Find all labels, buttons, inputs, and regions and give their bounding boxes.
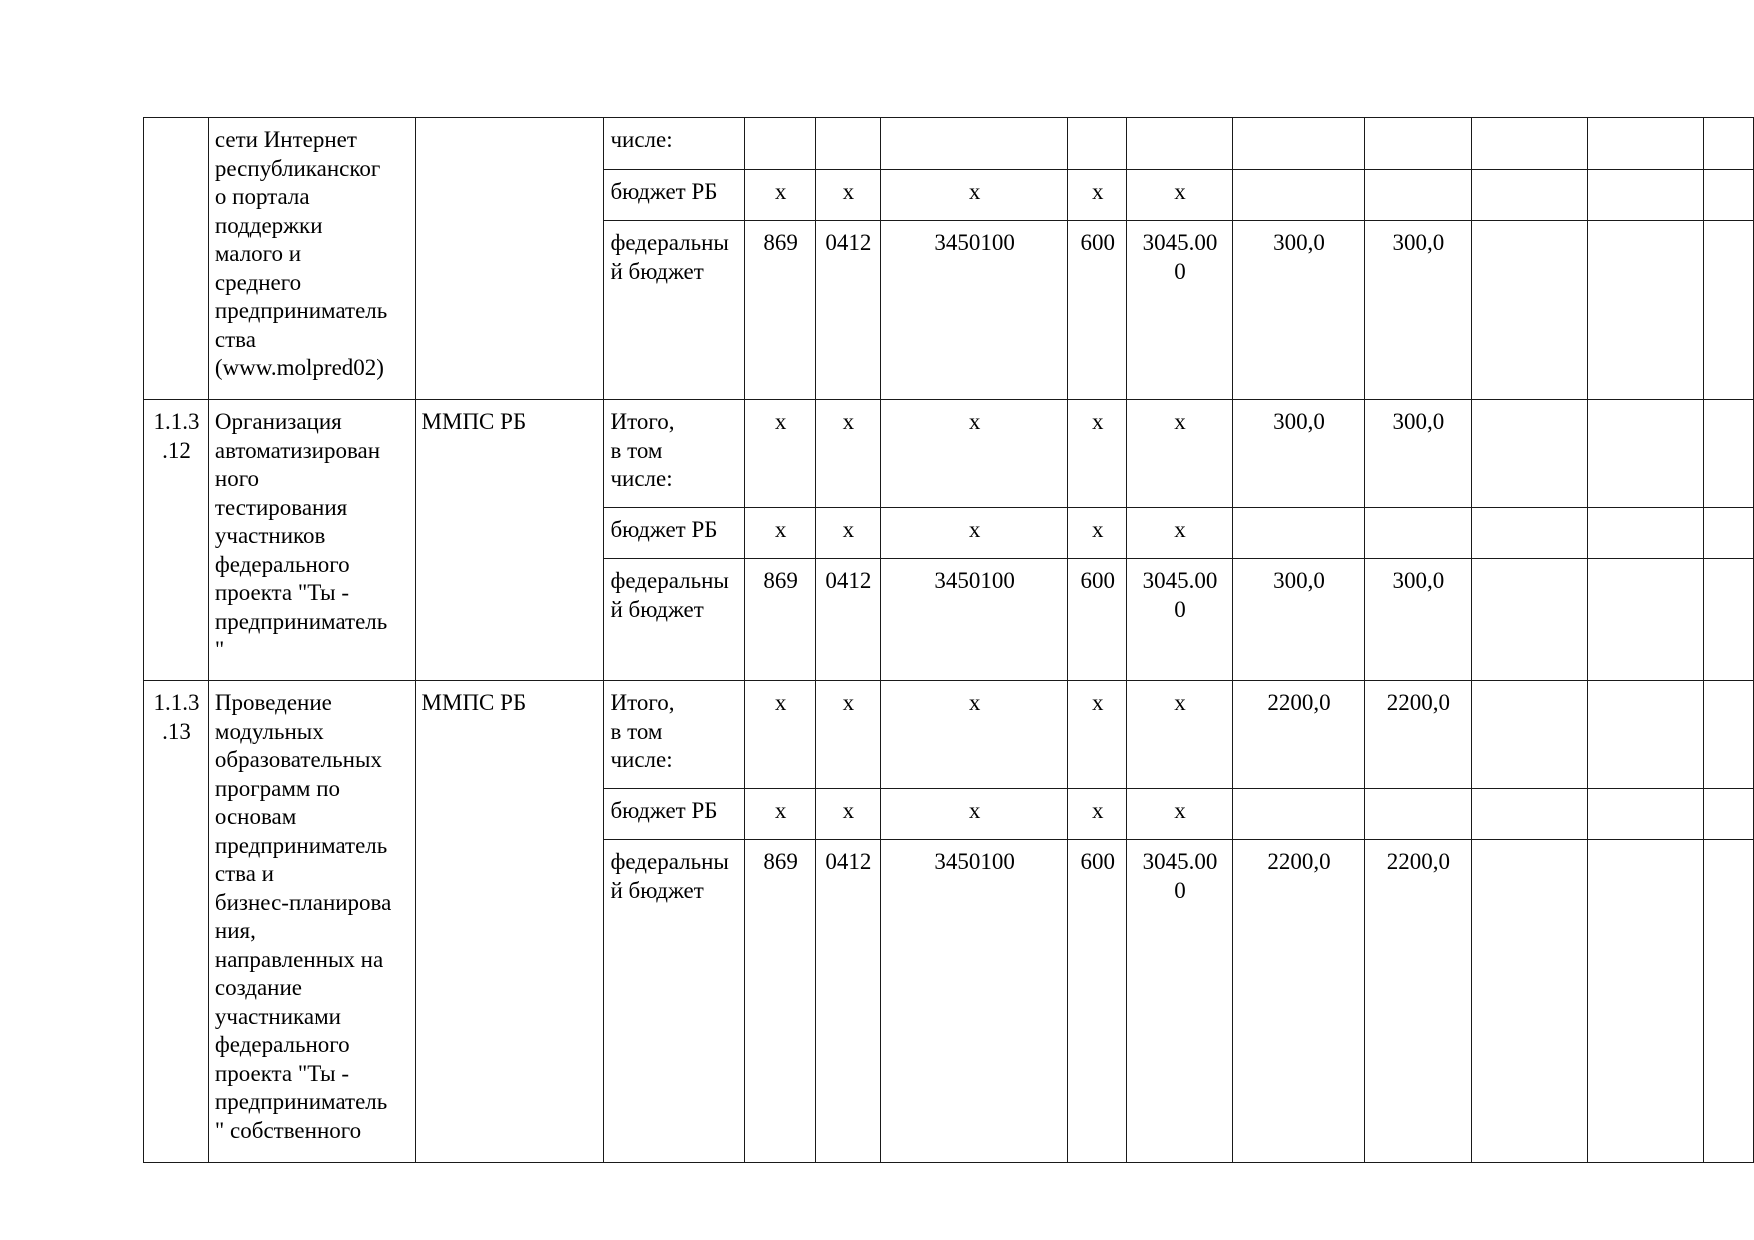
sum-year-cell [1365,170,1472,221]
aim-code-cell [1127,840,1233,1163]
section-code: х [842,179,855,204]
item-number: 1.1.3 .12 [153,409,200,463]
section-code: 0412 [825,568,872,593]
empty-cell [1588,400,1704,508]
article-code-cell [880,789,1068,840]
source-cell [604,400,745,508]
empty-cell [1588,221,1704,400]
section-code-cell [815,400,880,508]
aim-code: х [1174,409,1186,434]
sum-total-cell [1232,170,1364,221]
empty-cell [1588,789,1704,840]
ministry-code-cell [745,400,816,508]
article-code: 3450100 [934,568,1015,593]
executor: ММПС РБ [421,409,527,434]
aim-code: 3045.00 0 [1142,568,1218,622]
expense-type: 600 [1080,230,1116,255]
aim-code: х [1174,798,1186,823]
executor: ММПС РБ [421,690,527,715]
aim-code-cell [1127,508,1233,559]
aim-code-cell [1127,789,1233,840]
section-code: 0412 [825,849,872,874]
expense-type: х [1092,409,1104,434]
ministry-code-cell [745,681,816,789]
ministry-code: 869 [763,849,798,874]
table-row [144,681,1754,789]
sum-year-cell [1365,400,1472,508]
sum-year: 2200,0 [1386,849,1450,874]
sum-total-cell [1232,221,1364,400]
sum-total-cell [1232,559,1364,681]
sum-total-cell [1232,840,1364,1163]
expense-type-cell [1068,118,1127,170]
section-code-cell [815,118,880,170]
empty-cell [1704,840,1754,1163]
sum-total: 300,0 [1273,230,1325,255]
article-code-cell [880,221,1068,400]
empty-cell [1588,118,1704,170]
empty-cell [1588,559,1704,681]
ministry-code-cell [745,789,816,840]
expense-type-cell [1068,789,1127,840]
empty-cell [1588,508,1704,559]
ministry-code: 869 [763,230,798,255]
article-code-cell [880,508,1068,559]
article-code: х [968,179,981,204]
section-code: х [842,798,855,823]
source-cell [604,789,745,840]
article-code-cell [880,559,1068,681]
source-cell [604,118,745,170]
section-code-cell [815,789,880,840]
source-cell [604,170,745,221]
executor-cell [415,681,604,1163]
item-number-cell [144,400,209,681]
source-cell [604,221,745,400]
aim-code: 3045.00 0 [1142,849,1218,903]
item-name: Организация автоматизирован ного тестирования участников федерального проекта "Ты - предприниматель " [214,409,388,662]
empty-cell [1471,170,1587,221]
empty-cell [1471,400,1587,508]
article-code: х [968,409,981,434]
empty-cell [1704,789,1754,840]
funding-source: федеральны й бюджет [610,230,729,284]
item-number-cell [144,681,209,1163]
section-code: х [842,409,855,434]
sum-year-cell [1365,508,1472,559]
item-name: Проведение модульных образовательных программ по основам предприниматель ства и бизнес-планирова ния, направленных на создание участниками федерального проекта "Ты - предприниматель " собственного [214,690,392,1143]
expense-type: 600 [1080,849,1116,874]
article-code: 3450100 [934,230,1015,255]
expense-type: х [1092,179,1104,204]
section-code-cell [815,221,880,400]
sum-year-cell [1365,221,1472,400]
empty-cell [1471,508,1587,559]
expense-type: х [1092,690,1104,715]
empty-cell [1471,221,1587,400]
expense-type-cell [1068,681,1127,789]
ministry-code: х [774,690,787,715]
expense-type-cell [1068,840,1127,1163]
funding-source: федеральны й бюджет [610,568,729,622]
funding-source: Итого, в том числе: [610,409,675,491]
article-code-cell [880,681,1068,789]
ministry-code: х [774,409,787,434]
empty-cell [1471,789,1587,840]
table-row [144,400,1754,508]
aim-code-cell [1127,118,1233,170]
budget-table [143,117,1754,1163]
item-number: 1.1.3 .13 [153,690,200,744]
empty-cell [1471,559,1587,681]
sum-total: 2200,0 [1267,849,1331,874]
executor-cell [415,400,604,681]
expense-type-cell [1068,170,1127,221]
article-code: 3450100 [934,849,1015,874]
item-name-cell [208,118,415,400]
section-code: х [842,517,855,542]
section-code-cell [815,508,880,559]
sum-total-cell [1232,118,1364,170]
sum-total-cell [1232,508,1364,559]
sum-year-cell [1365,559,1472,681]
expense-type-cell [1068,508,1127,559]
aim-code: х [1174,517,1186,542]
sum-total-cell [1232,400,1364,508]
funding-source: бюджет РБ [610,798,718,823]
ministry-code-cell [745,170,816,221]
item-name-cell [208,681,415,1163]
empty-cell [1471,118,1587,170]
funding-source: бюджет РБ [610,517,718,542]
empty-cell [1704,559,1754,681]
source-cell [604,840,745,1163]
funding-source: числе: [610,127,673,152]
article-code-cell [880,400,1068,508]
expense-type: х [1092,798,1104,823]
source-cell [604,559,745,681]
empty-cell [1704,400,1754,508]
funding-source: федеральны й бюджет [610,849,729,903]
ministry-code-cell [745,508,816,559]
sum-total-cell [1232,681,1364,789]
article-code-cell [880,170,1068,221]
empty-cell [1588,840,1704,1163]
article-code: х [968,798,981,823]
item-name-cell [208,400,415,681]
expense-type-cell [1068,559,1127,681]
section-code-cell [815,681,880,789]
aim-code: 3045.00 0 [1142,230,1218,284]
article-code-cell [880,840,1068,1163]
item-number-cell [144,118,209,400]
aim-code: х [1174,690,1186,715]
source-cell [604,681,745,789]
expense-type: х [1092,517,1104,542]
ministry-code: х [774,179,787,204]
empty-cell [1704,170,1754,221]
sum-year: 300,0 [1392,409,1445,434]
sum-total: 2200,0 [1267,690,1331,715]
section-code: х [842,690,855,715]
sum-year: 300,0 [1392,568,1445,593]
executor-cell [415,118,604,400]
sum-year-cell [1365,840,1472,1163]
ministry-code: 869 [763,568,798,593]
section-code-cell [815,170,880,221]
empty-cell [1704,221,1754,400]
item-name: сети Интернет республиканског о портала поддержки малого и среднего предприниматель ства (www.molpred02) [214,127,388,380]
table-row [144,118,1754,170]
section-code: 0412 [825,230,872,255]
sum-year: 300,0 [1392,230,1445,255]
ministry-code: х [774,798,787,823]
empty-cell [1471,681,1587,789]
empty-cell [1704,118,1754,170]
section-code-cell [815,559,880,681]
empty-cell [1588,681,1704,789]
ministry-code-cell [745,559,816,681]
article-code-cell [880,118,1068,170]
sum-year-cell [1365,789,1472,840]
aim-code-cell [1127,681,1233,789]
sum-year: 2200,0 [1386,690,1450,715]
empty-cell [1704,681,1754,789]
section-code-cell [815,840,880,1163]
funding-source: Итого, в том числе: [610,690,675,772]
sum-total-cell [1232,789,1364,840]
aim-code-cell [1127,400,1233,508]
ministry-code: х [774,517,787,542]
funding-source: бюджет РБ [610,179,718,204]
expense-type-cell [1068,400,1127,508]
expense-type-cell [1068,221,1127,400]
source-cell [604,508,745,559]
aim-code-cell [1127,170,1233,221]
article-code: х [968,517,981,542]
empty-cell [1471,840,1587,1163]
empty-cell [1704,508,1754,559]
sum-year-cell [1365,118,1472,170]
sum-year-cell [1365,681,1472,789]
aim-code-cell [1127,559,1233,681]
aim-code: х [1174,179,1186,204]
empty-cell [1588,170,1704,221]
ministry-code-cell [745,118,816,170]
sum-total: 300,0 [1273,409,1325,434]
article-code: х [968,690,981,715]
sum-total: 300,0 [1273,568,1325,593]
aim-code-cell [1127,221,1233,400]
ministry-code-cell [745,840,816,1163]
expense-type: 600 [1080,568,1116,593]
ministry-code-cell [745,221,816,400]
